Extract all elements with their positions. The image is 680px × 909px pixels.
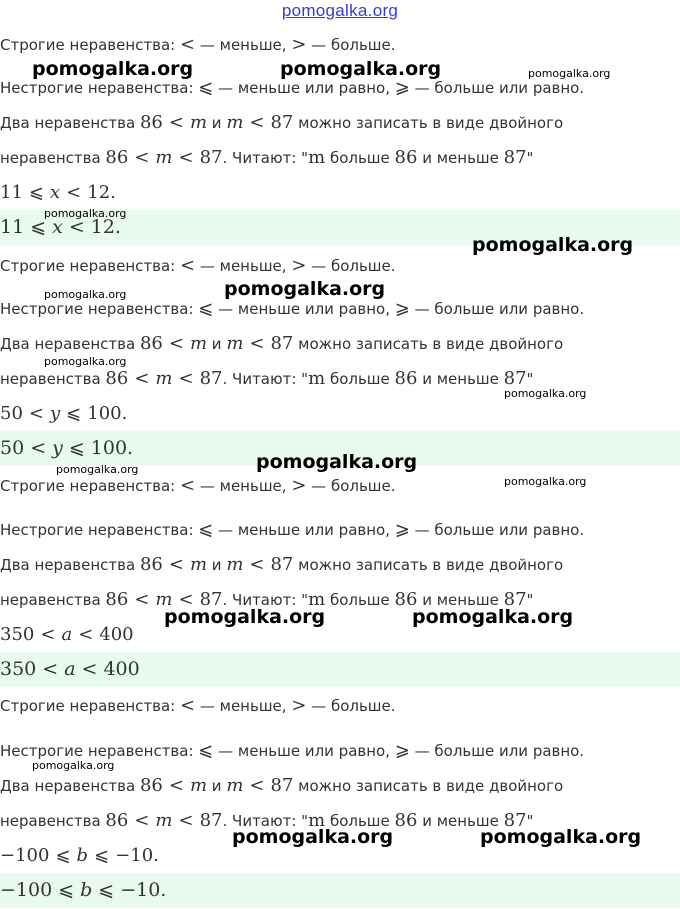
math-expression: [226, 554, 293, 575]
watermark-text: pomogalka.org: [32, 759, 115, 772]
watermark-text: pomogalka.org: [32, 58, 194, 80]
math-operator: <: [249, 333, 265, 354]
rule-text: Два неравенства: [0, 114, 140, 132]
math-number: 350: [0, 624, 35, 645]
rule-nonstrict-line: [0, 512, 680, 547]
rule-text: неравенства: [0, 370, 106, 388]
math-operator: <: [178, 589, 194, 610]
math-operator: ⩽: [198, 298, 214, 319]
math-operator: <: [28, 403, 44, 424]
rule-text: — больше.: [306, 36, 396, 54]
math-operator: <: [178, 368, 194, 389]
rule-text: больше: [325, 812, 395, 830]
math-expression: [105, 368, 222, 389]
math-number: −10.: [120, 879, 167, 901]
math-variable: m: [189, 333, 208, 354]
math-operator: <: [42, 658, 59, 680]
watermark-text: pomogalka.org: [44, 355, 127, 368]
rule-text: — меньше,: [195, 36, 292, 54]
math-number: 87: [503, 368, 527, 389]
math-number: 86: [105, 368, 129, 389]
rule-text: Два неравенства: [0, 556, 140, 574]
math-operator: <: [134, 368, 150, 389]
math-operator: <: [68, 216, 85, 238]
math-number: 87: [199, 147, 223, 168]
math-variable: m: [155, 368, 173, 389]
math-operator: ⩾: [394, 298, 410, 319]
math-operator: <: [134, 810, 150, 831]
rule-text: неравенства: [0, 149, 106, 167]
math-number: 86: [394, 368, 418, 389]
rule-text: — меньше,: [195, 257, 292, 275]
rule-text: — больше или равно.: [409, 79, 585, 97]
math-variable: a: [61, 624, 73, 645]
rule-text: — меньше,: [195, 477, 292, 495]
math-number: 86: [139, 112, 163, 133]
math-variable: m: [155, 810, 173, 831]
math-number: 87: [270, 554, 294, 575]
math-variable: b: [76, 845, 89, 866]
rule-text: — меньше или равно,: [213, 300, 395, 318]
watermark-text: pomogalka.org: [224, 278, 386, 300]
math-variable: m: [189, 554, 208, 575]
math-operator: <: [180, 475, 196, 496]
math-variable: m: [308, 147, 326, 168]
math-operator: ⩾: [394, 519, 410, 540]
math-variable: m: [226, 112, 244, 133]
rule-text: — больше.: [306, 697, 396, 715]
math-operator: <: [249, 554, 265, 575]
rule-text: и: [207, 777, 227, 795]
math-operator: <: [134, 147, 150, 168]
math-number: 87: [503, 810, 527, 831]
math-variable: x: [52, 216, 63, 238]
rule-text: . Читают: ": [222, 370, 309, 388]
math-variable: m: [155, 589, 173, 610]
math-variable: m: [226, 554, 244, 575]
rule-text: и: [207, 114, 227, 132]
rule-text: неравенства: [0, 591, 106, 609]
rule-text: Два неравенства: [0, 777, 140, 795]
math-expression: [140, 112, 207, 133]
math-expression: [0, 403, 127, 424]
rule-text: и меньше: [417, 591, 504, 609]
math-number: −100: [0, 845, 50, 866]
rule-text: . Читают: ": [222, 591, 309, 609]
math-operator: <: [180, 255, 196, 276]
watermark-text: pomogalka.org: [280, 58, 442, 80]
math-operator: <: [40, 624, 56, 645]
watermark-text: pomogalka.org: [256, 451, 418, 473]
math-operator: <: [168, 554, 184, 575]
math-expression: [226, 775, 293, 796]
math-operator: ⩽: [98, 879, 115, 901]
watermark-text: pomogalka.org: [504, 387, 587, 400]
watermark-text: pomogalka.org: [480, 826, 642, 848]
rule-text: можно записать в виде двойного: [293, 777, 564, 795]
rule-text: Строгие неравенства:: [0, 477, 180, 495]
math-number: 86: [139, 333, 163, 354]
math-variable: m: [308, 589, 326, 610]
rule-text: и: [207, 556, 227, 574]
math-number: 87: [270, 775, 294, 796]
rule-text: . Читают: ": [222, 812, 309, 830]
rule-double-line: [0, 547, 680, 582]
math-variable: m: [226, 333, 244, 354]
math-variable: m: [308, 368, 326, 389]
math-variable: m: [189, 112, 208, 133]
math-operator: >: [291, 695, 307, 716]
math-operator: ⩽: [28, 182, 44, 203]
rule-strict-line: [0, 27, 680, 62]
math-operator: <: [30, 437, 47, 459]
answer-line: [0, 652, 680, 687]
math-number: 50: [0, 437, 25, 459]
math-operator: ⩽: [68, 437, 85, 459]
rule-text: ": [526, 591, 534, 609]
rule-text: неравенства: [0, 812, 106, 830]
watermark-text: pomogalka.org: [528, 67, 611, 80]
math-number: 400: [99, 624, 134, 645]
answer-line: [0, 873, 680, 908]
math-number: 400: [103, 658, 140, 680]
math-number: 87: [199, 368, 223, 389]
math-number: 86: [394, 810, 418, 831]
rule-text: Нестрогие неравенства:: [0, 79, 199, 97]
watermark-text: pomogalka.org: [412, 606, 574, 628]
math-operator: <: [249, 775, 265, 796]
watermark-text: pomogalka.org: [164, 606, 326, 628]
math-number: 11: [0, 216, 25, 238]
math-operator: >: [291, 475, 307, 496]
task-line: [0, 396, 680, 431]
rule-text: — меньше или равно,: [213, 521, 395, 539]
math-operator: >: [291, 255, 307, 276]
rule-text: — больше.: [306, 477, 396, 495]
math-operator: ⩾: [394, 77, 410, 98]
watermark-text: pomogalka.org: [44, 288, 127, 301]
watermark-text: pomogalka.org: [232, 826, 394, 848]
math-variable: y: [52, 437, 63, 459]
math-expression: [140, 775, 207, 796]
math-expression: [0, 182, 116, 203]
rule-text: — больше или равно.: [409, 521, 585, 539]
math-operator: <: [81, 658, 98, 680]
rule-double-line: [0, 768, 680, 803]
rule-text: можно записать в виде двойного: [293, 556, 564, 574]
math-expression: [226, 333, 293, 354]
math-number: 350: [0, 658, 37, 680]
math-operator: ⩾: [394, 740, 410, 761]
math-number: 100.: [87, 403, 128, 424]
math-expression: [0, 437, 133, 459]
math-expression: [140, 333, 207, 354]
math-operator: ⩽: [198, 519, 214, 540]
math-expression: [226, 112, 293, 133]
math-number: 87: [270, 333, 294, 354]
math-number: 86: [105, 147, 129, 168]
math-number: 87: [503, 147, 527, 168]
rule-text: и меньше: [417, 370, 504, 388]
math-variable: m: [226, 775, 244, 796]
rule-text: — больше или равно.: [409, 742, 585, 760]
math-number: 87: [503, 589, 527, 610]
math-expression: [0, 658, 140, 680]
rule-text: можно записать в виде двойного: [293, 335, 564, 353]
task-line: [0, 617, 680, 652]
math-operator: <: [249, 112, 265, 133]
rule-text: больше: [325, 149, 395, 167]
math-number: 50: [0, 403, 23, 424]
rule-text: Нестрогие неравенства:: [0, 521, 199, 539]
rule-text: Нестрогие неравенства:: [0, 742, 199, 760]
math-expression: [105, 810, 222, 831]
math-variable: m: [155, 147, 173, 168]
math-number: 86: [105, 589, 129, 610]
math-number: 86: [394, 589, 418, 610]
math-expression: [140, 554, 207, 575]
math-operator: ⩽: [55, 845, 71, 866]
rule-double-read-line: [0, 582, 680, 617]
rule-text: больше: [325, 591, 395, 609]
watermark-text: pomogalka.org: [44, 207, 127, 220]
rule-text: ": [526, 370, 534, 388]
math-number: 86: [139, 554, 163, 575]
math-operator: <: [78, 624, 94, 645]
math-operator: <: [168, 333, 184, 354]
math-operator: ⩽: [198, 77, 214, 98]
math-number: 12.: [87, 182, 116, 203]
math-operator: ⩽: [30, 216, 47, 238]
rule-text: и: [207, 335, 227, 353]
math-number: 87: [270, 112, 294, 133]
math-expression: [0, 624, 134, 645]
rule-text: Два неравенства: [0, 335, 140, 353]
math-variable: m: [308, 810, 326, 831]
rule-text: больше: [325, 370, 395, 388]
math-expression: [0, 845, 159, 866]
math-variable: m: [189, 775, 208, 796]
rule-double-read-line: [0, 140, 680, 175]
math-operator: ⩽: [66, 403, 82, 424]
math-operator: <: [180, 695, 196, 716]
rule-text: — больше или равно.: [409, 300, 585, 318]
rule-text: Строгие неравенства:: [0, 257, 180, 275]
math-operator: <: [66, 182, 82, 203]
math-operator: <: [180, 34, 196, 55]
math-number: 86: [139, 775, 163, 796]
rule-text: Строгие неравенства:: [0, 697, 180, 715]
math-number: −10.: [115, 845, 159, 866]
math-variable: y: [50, 403, 61, 424]
math-expression: [105, 147, 222, 168]
math-number: 100.: [90, 437, 134, 459]
math-variable: x: [50, 182, 61, 203]
rule-text: — больше.: [306, 257, 396, 275]
math-number: 87: [199, 589, 223, 610]
math-operator: <: [178, 810, 194, 831]
math-expression: [0, 879, 166, 901]
watermark-text: pomogalka.org: [472, 234, 634, 256]
rule-text: . Читают: ": [222, 149, 309, 167]
rule-text: и меньше: [417, 812, 504, 830]
math-operator: <: [134, 589, 150, 610]
math-number: −100: [0, 879, 53, 901]
math-variable: b: [80, 879, 93, 901]
watermark-text: pomogalka.org: [56, 463, 139, 476]
math-operator: ⩽: [58, 879, 75, 901]
math-number: 11: [0, 182, 23, 203]
math-number: 12.: [90, 216, 121, 238]
math-number: 86: [394, 147, 418, 168]
rule-double-line: [0, 105, 680, 140]
rule-strict-line: [0, 688, 680, 723]
watermark-text: pomogalka.org: [504, 475, 587, 488]
math-operator: ⩽: [198, 740, 214, 761]
site-header-link[interactable]: pomogalka.org: [281, 1, 399, 20]
rule-text: и меньше: [417, 149, 504, 167]
rule-text: ": [526, 812, 534, 830]
rule-text: ": [526, 149, 534, 167]
math-operator: <: [178, 147, 194, 168]
math-operator: >: [291, 34, 307, 55]
task-line: [0, 175, 680, 210]
math-operator: <: [168, 775, 184, 796]
math-number: 87: [199, 810, 223, 831]
math-variable: a: [64, 658, 76, 680]
rule-text: — меньше или равно,: [213, 79, 395, 97]
rule-text: Строгие неравенства:: [0, 36, 180, 54]
rule-text: Нестрогие неравенства:: [0, 300, 199, 318]
rule-text: — меньше или равно,: [213, 742, 395, 760]
rule-text: можно записать в виде двойного: [293, 114, 564, 132]
rule-text: — меньше,: [195, 697, 292, 715]
math-operator: ⩽: [94, 845, 110, 866]
math-number: 86: [105, 810, 129, 831]
math-operator: <: [168, 112, 184, 133]
